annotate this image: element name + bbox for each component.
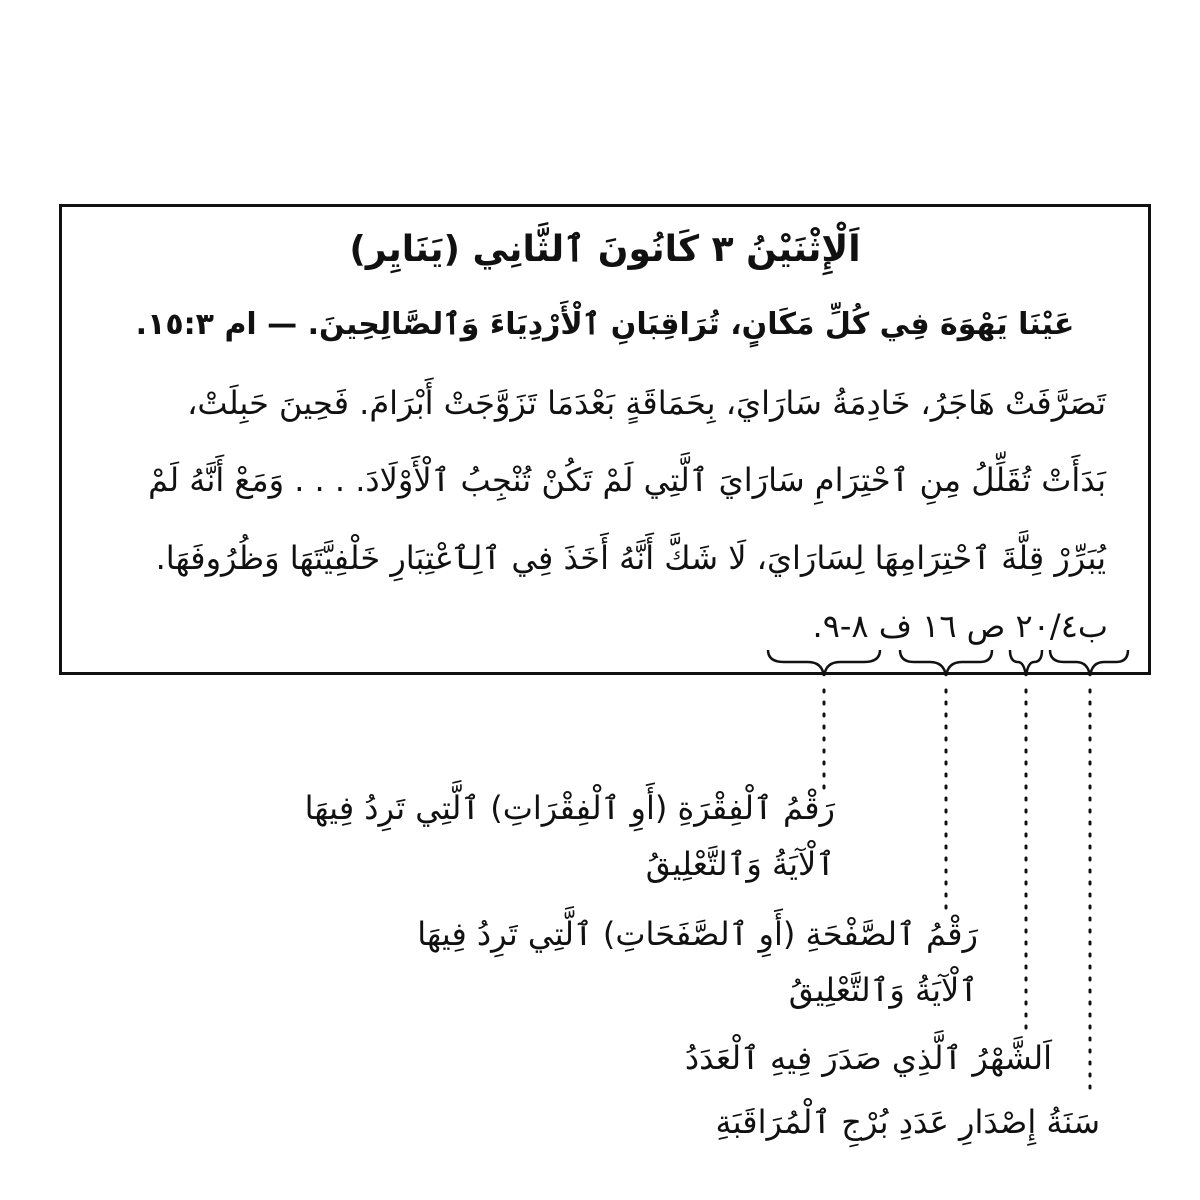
comment-line-1: تَصَرَّفَتْ هَاجَرُ، خَادِمَةُ سَارَايَ، بِحَمَاقَةٍ بَعْدَمَا تَزَوَّجَتْ أَبْرَامَ. فَحِينَ حَبِلَتْ، (187, 384, 1106, 422)
ref-page-label: ص (966, 607, 1006, 645)
ref-para-label: ف (878, 607, 912, 645)
legend-page-line-1: رَقْمُ ٱلصَّفْحَةِ (أَوِ ٱلصَّفَحَاتِ) ٱلَّتِي تَرِدُ فِيهَا (417, 915, 978, 953)
reference-citation (813, 607, 1108, 645)
legend-paragraph-line-1: رَقْمُ ٱلْفِقْرَةِ (أَوِ ٱلْفِقْرَاتِ) ٱلَّتِي تَرِدُ فِيهَا (304, 789, 835, 827)
comment-line-2: بَدَأَتْ تُقَلِّلُ مِنِ ٱحْتِرَامِ سَارَايَ ٱلَّتِي لَمْ تَكُنْ تُنْجِبُ ٱلْأَوْلَادَ. . . . وَمَعْ أَنَّهُ لَمْ (148, 461, 1106, 499)
daily-text-box (59, 204, 1151, 675)
ref-page: ١٦ (922, 607, 957, 645)
ref-publication: ب (1077, 607, 1108, 645)
legend-page-line-2: ٱلْآيَةُ وَٱلتَّعْلِيقُ (788, 971, 978, 1009)
date-heading: اَلْإِثْنَيْنُ ٣ كَانُونَ ٱلثَّانِي (يَنَايِر) (349, 229, 861, 270)
ref-paragraphs: ٨-٩ (822, 607, 869, 645)
ref-year: ٢٠ (1015, 607, 1050, 645)
ref-separator: / (1049, 607, 1061, 645)
legend-month: اَلشَّهْرُ ٱلَّذِي صَدَرَ فِيهِ ٱلْعَدَدُ (684, 1039, 1052, 1077)
ref-end: . (812, 607, 823, 645)
theme-scripture: عَيْنَا يَهْوَهَ فِي كُلِّ مَكَانٍ، تُرَاقِبَانِ ٱلْأَرْدِيَاءَ وَٱلصَّالِحِينَ. — ام ١٥:٣. (135, 307, 1075, 342)
ref-month: ٤ (1060, 607, 1078, 645)
legend-page-number (418, 906, 978, 1018)
legend-year: سَنَةُ إِصْدَارِ عَدَدِ بُرْجِ ٱلْمُرَاقَبَةِ (715, 1103, 1100, 1141)
comment-line-3: يُبَرِّرْ قِلَّةَ ٱحْتِرَامِهَا لِسَارَايَ، لَا شَكَّ أَنَّهُ أَخَذَ فِي ٱلِٱعْتِبَارِ خَلْفِيَّتَهَا وَظُرُوفَهَا. (155, 539, 1106, 577)
legend-paragraph-line-2: ٱلْآيَةُ وَٱلتَّعْلِيقُ (645, 845, 835, 883)
legend-paragraph-number (304, 780, 835, 892)
